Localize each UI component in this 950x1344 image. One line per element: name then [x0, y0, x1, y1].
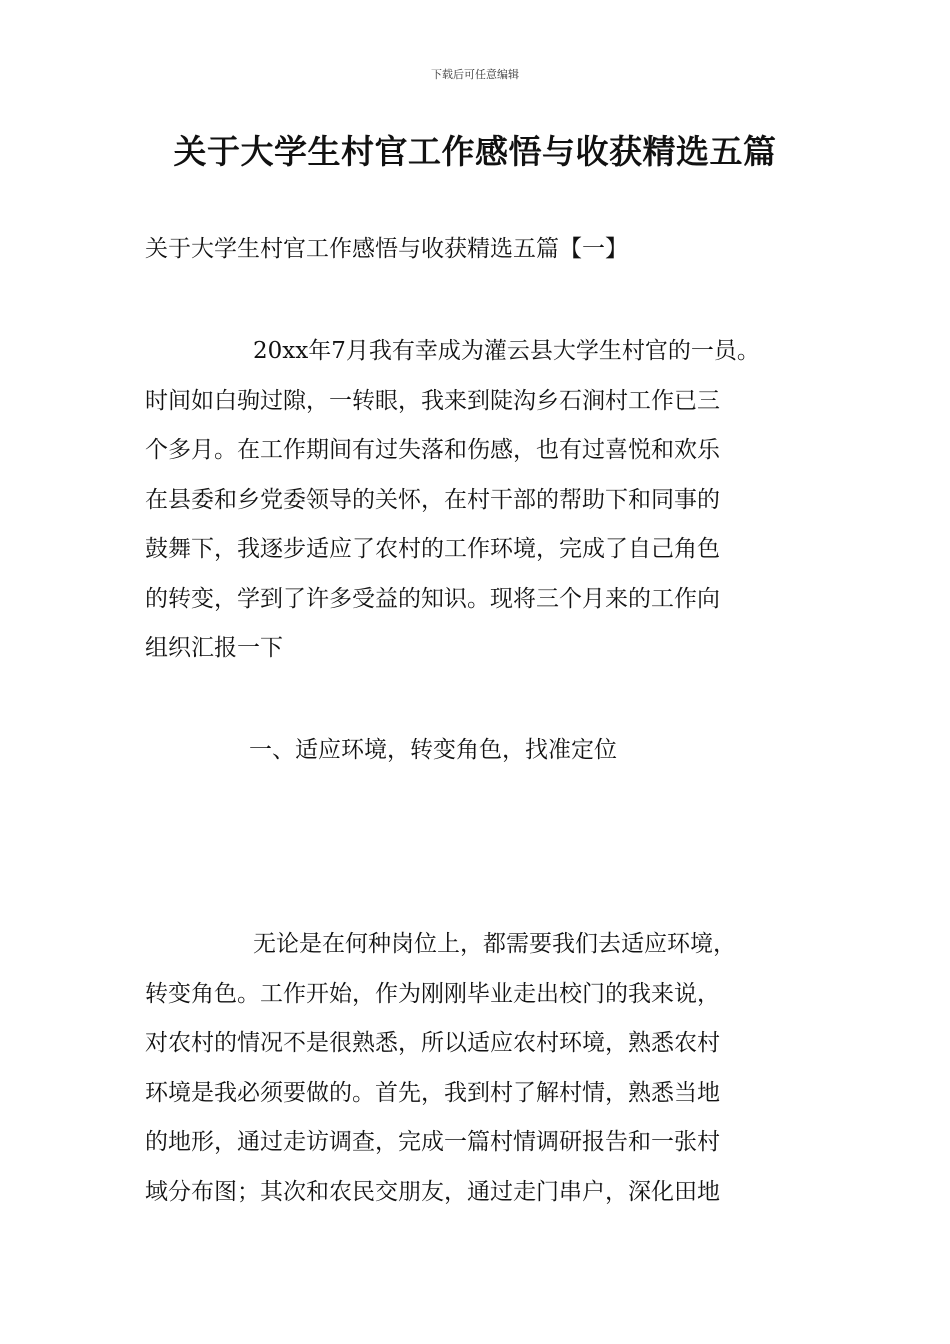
document-title: 关于大学生村官工作感悟与收获精选五篇	[173, 132, 777, 171]
paragraph-line: 鼓舞下，我逐步适应了农村的工作环境，完成了自己角色	[145, 536, 720, 562]
paragraph-line: 对农村的情况不是很熟悉，所以适应农村环境，熟悉农村	[145, 1030, 720, 1056]
paragraph-line: 的地形，通过走访调查，完成一篇村情调研报告和一张村	[145, 1129, 720, 1155]
paragraph-1	[145, 327, 815, 674]
subheading: 一、适应环境，转变角色，找准定位	[249, 737, 617, 763]
paragraph-line: 个多月。在工作期间有过失落和伤感，也有过喜悦和欢乐	[145, 437, 720, 463]
paragraph-line: 在县委和乡党委领导的关怀，在村干部的帮助下和同事的	[145, 486, 720, 513]
paragraph-line: 组织汇报一下	[145, 635, 283, 661]
paragraph-line: 转变角色。工作开始，作为刚刚毕业走出校门的我来说，	[145, 980, 720, 1007]
paragraph-line: 的转变，学到了许多受益的知识。现将三个月来的工作向	[145, 585, 720, 612]
header-note: 下载后可任意编辑	[431, 68, 519, 81]
paragraph-line: 无论是在何种岗位上，都需要我们去适应环境，	[253, 931, 736, 957]
paragraph-2	[145, 920, 815, 1217]
paragraph-line: 环境是我必须要做的。首先，我到村了解村情，熟悉当地	[145, 1079, 720, 1106]
section-heading: 关于大学生村官工作感悟与收获精选五篇【一】	[145, 236, 628, 262]
paragraph-line: 20xx年7月我有幸成为灌云县大学生村官的一员。	[253, 338, 760, 364]
paragraph-line: 域分布图；其次和农民交朋友，通过走门串户，深化田地	[145, 1178, 720, 1205]
paragraph-line: 时间如白驹过隙，一转眼，我来到陡沟乡石涧村工作已三	[145, 387, 720, 414]
